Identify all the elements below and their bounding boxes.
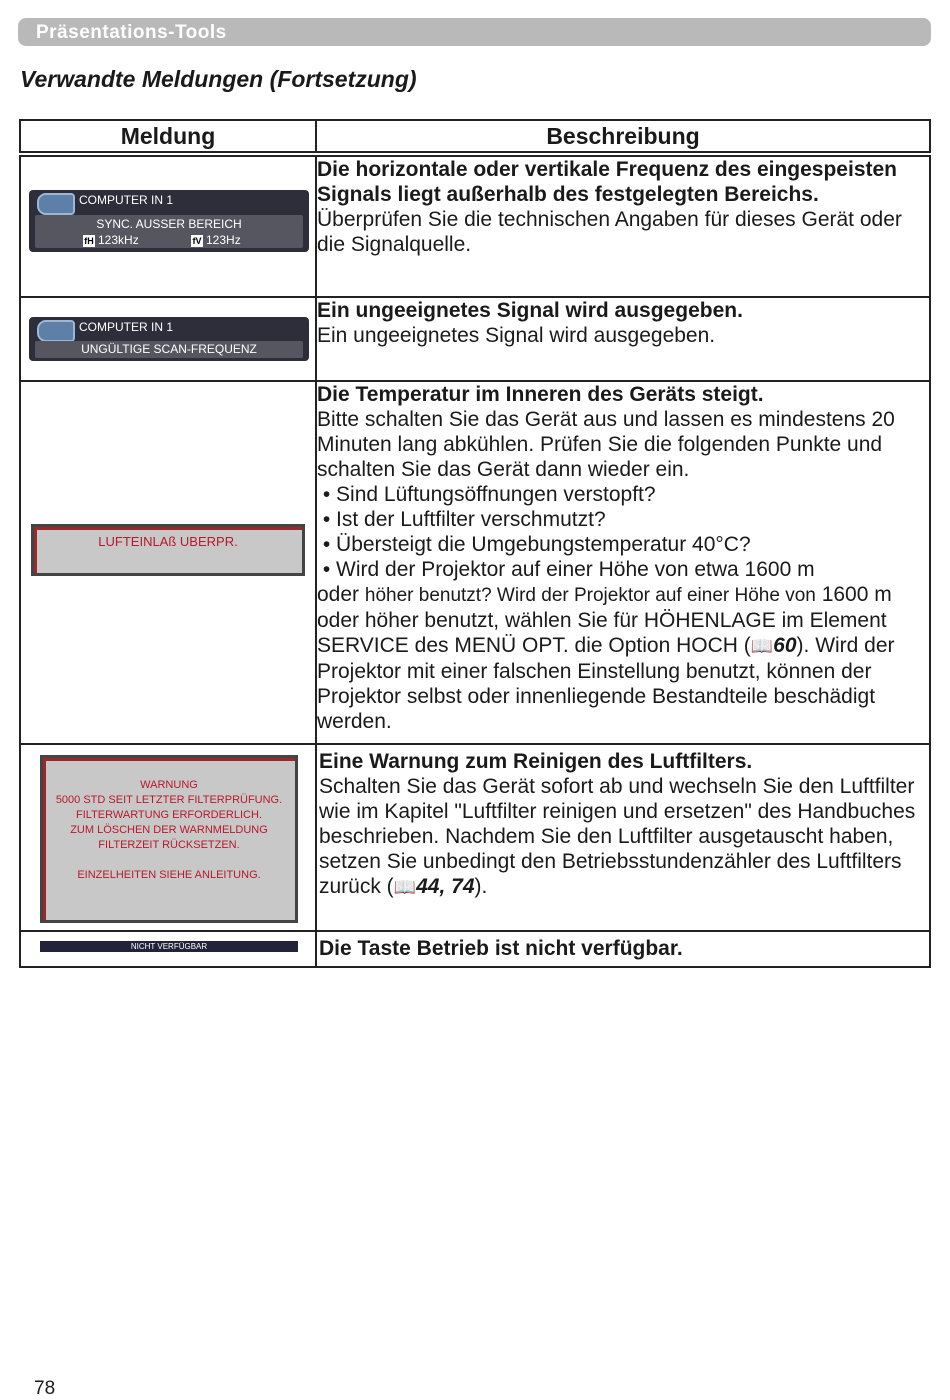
column-header-description: Beschreibung [316,120,930,154]
osd-title: COMPUTER IN 1 [79,193,174,207]
description-text: Bitte schalten Sie das Gerät aus und lassen es mindestens 20 Minuten lang abkühlen. Prüfen Sie die folgenden Punkte und schalten Sie das Gerät dann wieder ein. [317,408,895,481]
table-row [20,744,930,931]
column-header-message: Meldung [20,120,316,154]
osd-not-available: NICHT VERFÜGBAR [40,941,298,952]
chapter-title: Präsentations-Tools [36,22,227,43]
continuation-text-small: höher benutzt? Wird der Projektor auf einer Höhe von [364,585,816,606]
description-text: ). [474,875,488,898]
page-number: 78 [34,1378,56,1399]
description-text: Ein ungeeignetes Signal wird ausgegeben. [317,324,716,347]
message-cell [20,297,316,381]
bullet-item: • Sind Lüftungsöffnungen verstopft? [317,483,656,506]
fh-value: 123kHz [98,233,139,247]
messages-table [19,119,931,968]
projector-icon [37,320,75,342]
osd-title: COMPUTER IN 1 [79,320,174,334]
bullet-item: • Übersteigt die Umgebungstemperatur 40°C? [317,533,751,556]
page-reference: 60 [773,634,797,657]
description-cell [316,931,930,967]
osd-sync-out-of-range [29,190,309,252]
table-row [20,931,930,967]
message-cell [20,381,316,744]
osd-frequency-line [35,233,303,249]
osd-message: SYNC. AUSSER BEREICH [96,217,242,231]
page-reference: 44, 74 [416,875,475,898]
continuation-text: oder [317,583,365,606]
osd-message: LUFTEINLAß UBERPR. [98,534,238,549]
message-cell [20,931,316,967]
bullet-item: • Wird der Projektor auf einer Höhe von etwa 1600 m [317,558,815,581]
fh-icon: fH [84,235,94,246]
continuation-text: 1600 m oder höher benutzt, wählen Sie für HÖHENLAGE im Element SERVICE des MENÜ OPT. die Option HOCH ( [317,583,892,657]
message-cell [20,744,316,931]
continuation-text: ). Wird der Projektor mit einer falschen Einstellung benutzt, können der Projektor selbst oder innenliegende Bestandteile beschädigt werden. [317,634,895,733]
book-icon: 📖 [393,877,417,897]
book-icon: 📖 [750,636,774,656]
description-text: Überprüfen Sie die technischen Angaben für dieses Gerät oder die Signalquelle. [317,208,902,256]
table-row [20,381,930,744]
bullet-item: • Ist der Luftfilter verschmutzt? [317,508,606,531]
table-row [20,297,930,381]
fv-value: 123Hz [206,233,241,247]
description-text: Schalten Sie das Gerät sofort ab und wechseln Sie den Luftfilter wie im Kapitel "Luftfilter reinigen und ersetzen" des Handbuches beschrieben. Nachdem Sie den Luftfilter ausgetauscht haben, setzen Sie unbedingt den Betriebsstundenzähler des Luftfilters zurück ( [319,775,916,898]
osd-filter-warning [40,755,298,923]
description-cell [316,381,930,744]
description-heading: Ein ungeeignetes Signal wird ausgegeben. [317,299,743,322]
osd-warning-lines: WARNUNG 5000 STD SEIT LETZTER FILTERPRÜFUNG. FILTERWARTUNG ERFORDERLICH. ZUM LÖSCHEN DER WARNMELDUNG FILTERZEIT RÜCKSETZEN. EINZELHEITEN SIEHE ANLEITUNG. [55,779,283,881]
section-title: Verwandte Meldungen (Fortsetzung) [20,66,417,92]
osd-invalid-scan-frequency [29,317,309,361]
description-cell [316,154,930,297]
description-cell [316,297,930,381]
description-heading: Die Taste Betrieb ist nicht verfügbar. [319,937,683,960]
osd-air-intake-warning [31,524,305,576]
osd-inner-panel [35,215,303,248]
osd-inner-panel [35,341,303,358]
description-heading: Die Temperatur im Inneren des Geräts steigt. [317,383,764,406]
description-heading: Die horizontale oder vertikale Frequenz des eingespeisten Signals liegt außerhalb des festgelegten Bereichs. [317,158,898,206]
fv-icon: fV [192,235,202,246]
description-cell [316,744,930,931]
message-cell [20,154,316,297]
osd-message: UNGÜLTIGE SCAN-FREQUENZ [81,342,257,356]
chapter-header-bar [18,18,931,46]
table-header-row [20,120,930,154]
description-heading: Eine Warnung zum Reinigen des Luftfilters. [319,750,753,773]
projector-icon [37,193,75,215]
table-row [20,154,930,297]
